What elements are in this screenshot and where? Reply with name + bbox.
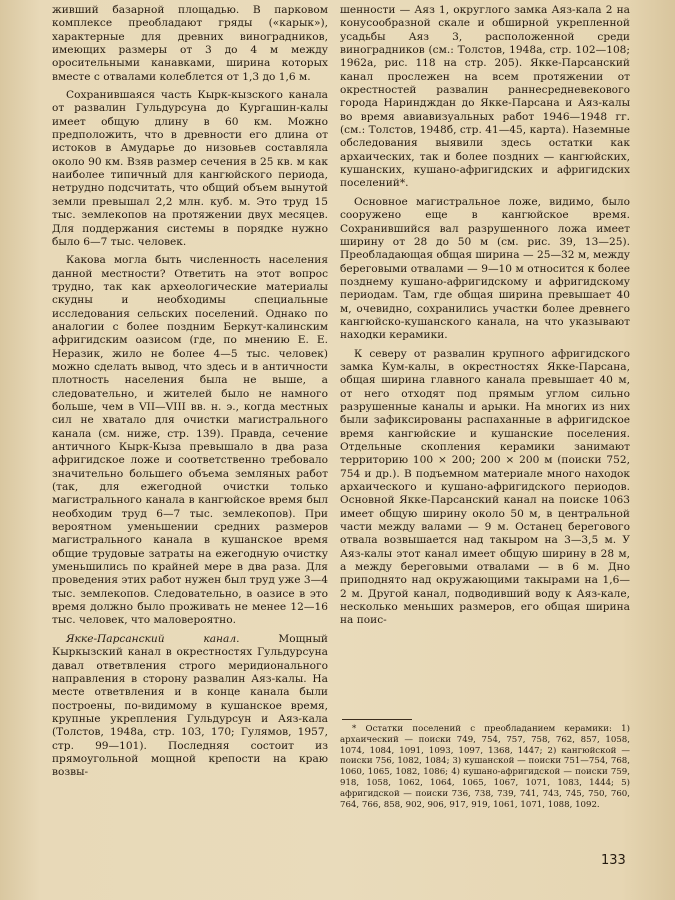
right-paragraph-2: Основное магистральное ложе, видимо, было сооружено еще в кангюйское время. Сохранившийся вал разрушенного ложа имеет ширину от 28 до 50 м (см. рис. 39, 13—25). Преобладающая общая ширина — 25—32 м, между береговыми отвалами — 9—10 м относится к более позднему кушано-афригидскому и афригидскому периодам. Там, где общая ширина превышает 40 м, очевидно, сохранились участки более древнего кангюйско-кушанского канала, на что указывают находки керамики. <box>340 195 630 342</box>
right-column <box>340 4 630 710</box>
page-number: 133 <box>601 853 626 868</box>
right-paragraph-3: К северу от развалин крупного афригидского замка Кум-калы, в окрестностях Якке-Парсана, общая ширина главного канала превышает 40 м, от него отходят под прямым углом сильно разрушенные каналы и арыки. На многих из них были зафиксированы распаханные в афригидское время кангюйские и кушанские поселения. Отдельные скопления керамики занимают территорию 100 × 200; 200 × 200 м (поиски 752, 754 и др.). В подъемном материале много находок архаического и кушано-афригидского периодов. Основной Якке-Парсанский канал на поиске 1063 имеет общую ширину около 50 м, в центральной части между валами — 9 м. Останец берегового отвала возвышается над такыром на 3—3,5 м. У Аяз-калы этот канал имеет общую ширину в 28 м, а между береговыми отвалами — в 6 м. Дно приподнято над окружающими такырами на 1,6—2 м. Другой канал, подводивший воду к Аяз-кале, несколько меньших размеров, его общая ширина на поис- <box>340 347 630 627</box>
left-column <box>52 4 328 844</box>
left-paragraph-3: Какова могла быть численность населения данной местности? Ответить на этот вопрос трудно, так как археологические материалы скудны и необходимы специальные исследования сельских поселений. Однако по аналогии с более поздним Беркут-калинским афригидским оазисом (где, по мнению Е. Е. Неразик, жило не более 4—5 тыс. человек) можно сделать вывод, что здесь и в античности плотность населения была не выше, а следовательно, и жителей было не намного больше, чем в VII—VIII вв. н. э., когда местных сил не хватало для очистки магистрального канала (см. ниже, стр. 139). Правда, сечение античного Кырк-Кыза превышало в два раза афригидское ложе и соответственно требовало значительно большего объема земляных работ (так, для ежегодной очистки только магистрального канала в кангюйское время был необходим труд 6—7 тыс. землекопов). При вероятном уменьшении средних размеров магистрального канала в кушанское время общие трудовые затраты на ежегодную очистку уменьшились по крайней мере в два раза. Для проведения этих работ нужен был труд уже 3—4 тыс. землекопов. Следовательно, в оазисе в это время должно было проживать не менее 12—16 тыс. человек, что маловероятно. <box>52 254 328 627</box>
right-paragraph-1: шенности — Аяз 1, округлого замка Аяз-кала 2 на конусообразной скале и обширной укрепленной усадьбы Аяз 3, расположенной среди виноградников (см.: Толстов, 1948а, стр. 102—108; 1962а, рис. 118 на стр. 205). Якке-Парсанский канал прослежен на всем протяжении от окрестностей развалин раннесредневекового города Нариндждан до Якке-Парсана и Аяз-калы во время авиавизуальных работ 1946—1948 гг. (см.: Толстов, 1948б, стр. 41—45, карта). Наземные обследования выявили здесь остатки как архаических, так и более поздних — кангюйских, кушанских, кушано-афригидских и афригидских поселений*. <box>340 4 630 190</box>
footnote-divider <box>342 719 412 720</box>
left-paragraph-1: живший базарной площадью. В парковом комплексе преобладают гряды («карык»), характерные для древних виноградников, имеющих размеры от 3 до 4 м между оросительными канавками, ширина которых вместе с отвалами колеблется от 1,3 до 1,6 м. <box>52 4 328 83</box>
left-paragraph-2: Сохранившаяся часть Кырк-кызского канала от развалин Гульдурсуна до Кургашин-калы имеет общую длину в 60 км. Можно предположить, что в древности его длина от истоков в Амударье до низовьев составляла около 90 км. Взяв размер сечения в 25 кв. м как наиболее типичный для кангюйского периода, нетрудно подсчитать, что общий объем вынутой земли превышал 2,2 млн. куб. м. Это труд 15 тыс. землекопов на протяжении двух месяцев. Для поддержания системы в порядке нужно было 6—7 тыс. человек. <box>52 89 328 248</box>
left-paragraph-4 <box>52 633 328 780</box>
left-paragraph-4-text: Мощный Кыркызский канал в окрестностях Гульдурсуна давал ответвления строго меридионального направления в сторону развалин Аяз-калы. На месте ответвления и в конце канала были построены, по-видимому в кушанское время, крупные укрепления Гульдурсун и Аяз-кала (Толстов, 1948а, стр. 103, 170; Гулямов, 1957, стр. 99—101). Последняя состоит из прямоугольной мощной крепости на краю возвы- <box>52 632 328 779</box>
footnote: * Остатки поселений с преобладанием керамики: 1) архаический — поиски 749, 754, 757, 758, 762, 857, 1058, 1074, 1084, 1091, 1093, 1097, 1368, 1447; 2) кангюйской — поиски 756, 1082, 1084; 3) кушанской — поиски 751—754, 768, 1060, 1065, 1082, 1086; 4) кушано-афригидской — поиски 759, 918, 1058, 1062, 1064, 1065, 1067, 1071, 1083, 1444; 5) афригидской — поиски 736, 738, 739, 741, 743, 745, 750, 760, 764, 766, 858, 902, 906, 917, 919, 1061, 1071, 1088, 1092. <box>340 724 630 810</box>
section-heading-yakke-parsan: Якке-Парсанский канал. <box>66 632 240 645</box>
